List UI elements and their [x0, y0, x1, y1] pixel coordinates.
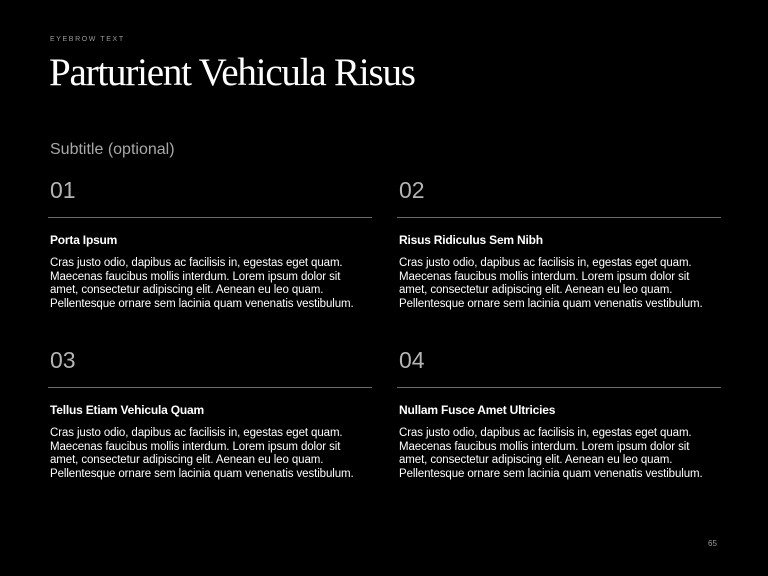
- item-heading: Nullam Fusce Amet Ultricies: [399, 403, 556, 417]
- item-heading: Porta Ipsum: [50, 233, 118, 247]
- item-heading: Tellus Etiam Vehicula Quam: [50, 403, 204, 417]
- item-body: Cras justo odio, dapibus ac facilisis in, egestas eget quam. Maecenas faucibus mollis interdum. Lorem ipsum dolor sit amet, consectetur adipiscing elit. Aenean eu leo quam. Pellentesque ornare sem lacinia quam venenatis vestibulum.: [50, 257, 354, 310]
- item-heading: Risus Ridiculus Sem Nibh: [399, 233, 543, 247]
- item-body: Cras justo odio, dapibus ac facilisis in, egestas eget quam. Maecenas faucibus mollis interdum. Lorem ipsum dolor sit amet, consectetur adipiscing elit. Aenean eu leo quam. Pellentesque ornare sem lacinia quam venenatis vestibulum.: [399, 257, 703, 310]
- slide-subtitle: Subtitle (optional): [50, 141, 175, 158]
- item-number: 04: [399, 347, 425, 373]
- eyebrow-text: EYEBROW TEXT: [50, 36, 125, 43]
- item-body: Cras justo odio, dapibus ac facilisis in, egestas eget quam. Maecenas faucibus mollis interdum. Lorem ipsum dolor sit amet, consectetur adipiscing elit. Aenean eu leo quam. Pellentesque ornare sem lacinia quam venenatis vestibulum.: [399, 427, 703, 480]
- divider: [397, 387, 721, 388]
- item-number: 02: [399, 177, 425, 203]
- divider: [48, 387, 372, 388]
- item-number: 01: [50, 177, 76, 203]
- item-number: 03: [50, 347, 76, 373]
- item-body: Cras justo odio, dapibus ac facilisis in, egestas eget quam. Maecenas faucibus mollis interdum. Lorem ipsum dolor sit amet, consectetur adipiscing elit. Aenean eu leo quam. Pellentesque ornare sem lacinia quam venenatis vestibulum.: [50, 427, 354, 480]
- page-number: 65: [708, 539, 717, 548]
- slide-title: Parturient Vehicula Risus: [49, 51, 415, 94]
- divider: [48, 217, 372, 218]
- divider: [397, 217, 721, 218]
